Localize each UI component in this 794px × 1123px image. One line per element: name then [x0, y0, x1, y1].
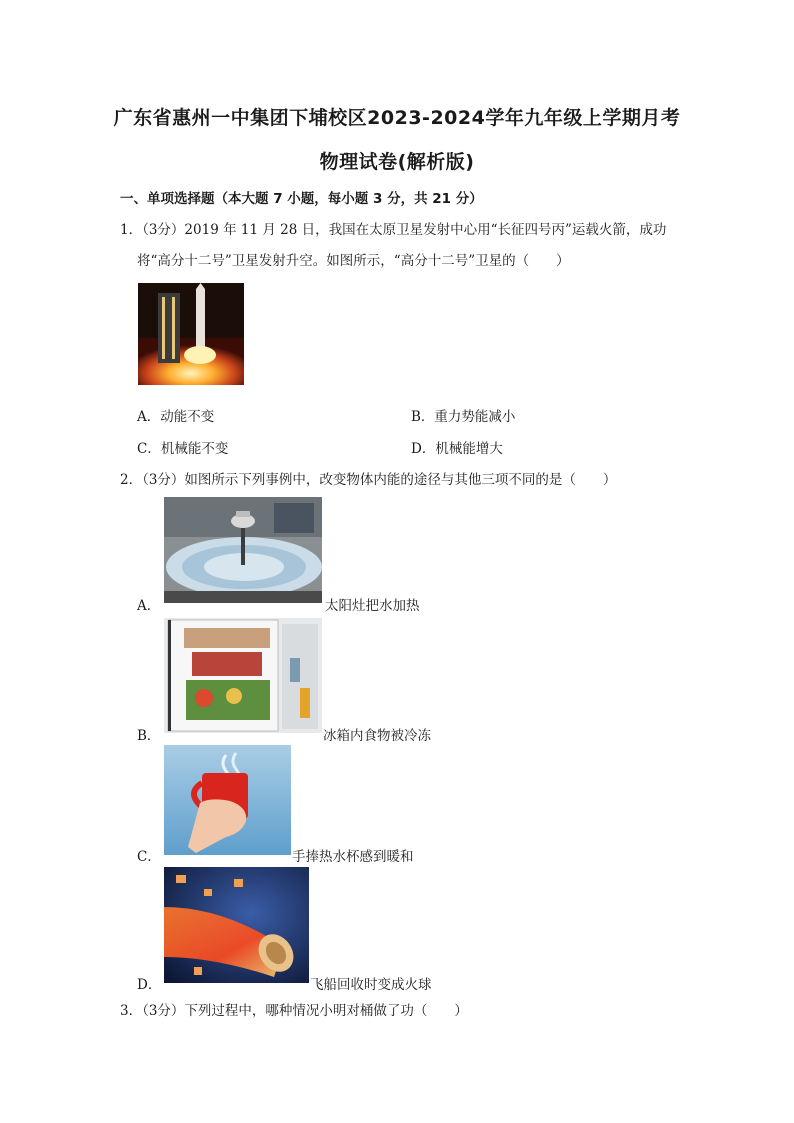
spacecraft-fireball-image [164, 867, 309, 983]
q2-option-d-letter: D． [137, 977, 162, 993]
question-3-stem: 3．（3分）下列过程中，哪种情况小明对桶做了功（ ） [120, 1003, 468, 1019]
question-1-stem-line1: 1．（3分）2019 年 11 月 28 日，我国在太原卫星发射中心用“长征四号丙”运载火箭，成功 [120, 222, 667, 238]
solar-cooker-image [164, 497, 322, 603]
question-2-stem: 2．（3分）如图所示下列事例中，改变物体内能的途径与其他三项不同的是（ ） [120, 472, 617, 488]
document-title-line2: 物理试卷(解析版) [319, 151, 475, 173]
q2-option-b-letter: B． [137, 728, 161, 744]
q2-option-d-caption: 飞船回收时变成火球 [310, 977, 432, 993]
q2-option-c-caption: 手捧热水杯感到暖和 [292, 849, 414, 865]
q1-option-b: B．重力势能减小 [411, 409, 516, 425]
q1-option-a: A．动能不变 [137, 409, 215, 425]
document-title-line1: 广东省惠州一中集团下埔校区2023-2024学年九年级上学期月考 [113, 107, 681, 129]
refrigerator-image [164, 618, 322, 733]
q2-option-a-letter: A． [137, 598, 161, 614]
q1-option-c: C．机械能不变 [137, 441, 229, 457]
question-1-stem-line2: 将“高分十二号”卫星发射升空。如图所示，“高分十二号”卫星的（ ） [137, 253, 570, 269]
hot-cup-image [164, 745, 291, 855]
q2-option-b-caption: 冰箱内食物被冷冻 [323, 728, 431, 744]
q1-option-d: D．机械能增大 [411, 441, 503, 457]
q2-option-a-caption: 太阳灶把水加热 [325, 598, 420, 614]
rocket-launch-image [138, 283, 244, 385]
q2-option-c-letter: C． [137, 849, 161, 865]
section-heading: 一、单项选择题（本大题 7 小题，每小题 3 分，共 21 分） [120, 191, 483, 207]
